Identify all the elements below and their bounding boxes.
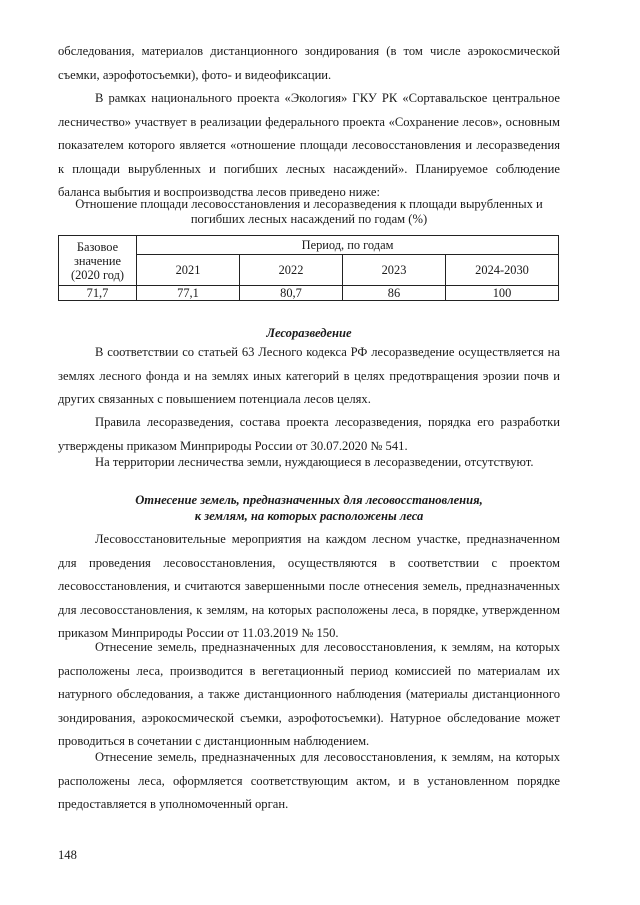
value-cell: 77,1 — [137, 286, 240, 301]
value-cell: 100 — [446, 286, 559, 301]
value-cell: 80,7 — [240, 286, 343, 301]
land-classification-paragraph-1: Лесовосстановительные мероприятия на каждом лесном участке, предназначенном для проведения лесовосстановления, осуществляются в соответствии с проектом лесовосстановления, и считаются завершенными после отнесения земель, предназначенных для лесовосстановления, к землям, на которых расположены леса, в порядке, утвержденном приказом Минприроды России от 11.03.2019 № 150. — [58, 532, 560, 640]
afforestation-paragraph-1: В соответствии со статьей 63 Лесного кодекса РФ лесоразведение осуществляется на землях лесного фонда и на землях иных категорий в целях предотвращения эрозии почв и других связанных с повышением потенциала лесов целях. — [58, 345, 560, 406]
year-header-cell: 2024-2030 — [446, 255, 559, 286]
land-classification-paragraph-2: Отнесение земель, предназначенных для лесовосстановления, к землям, на которых расположены леса, производится в вегетационный период комиссией по материалам их натурного обследования, а также дистанционного наблюдения (материалы дистанционного зондирования, аэрокосмической съемки, аэрофотосъемки). Натурное обследование может проводиться в сочетании с дистанционным наблюдением. — [58, 640, 560, 748]
page-number: 148 — [58, 848, 77, 862]
period-header: Период, по годам — [137, 236, 559, 255]
year-header-cell: 2022 — [240, 255, 343, 286]
afforestation-paragraph-2: Правила лесоразведения, состава проекта лесоразведения, порядка его разработки утверждены приказом Минприроды России от 30.07.2020 № 541. — [58, 415, 560, 453]
table-caption-line-1: Отношение площади лесовосстановления и лесоразведения к площади вырубленных и — [75, 197, 543, 211]
base-value-header: Базовое значение (2020 год) — [59, 236, 137, 286]
section-title-land-classification-line-2: к землям, на которых расположены леса — [194, 509, 424, 523]
base-value-cell: 71,7 — [59, 286, 137, 301]
balance-table — [58, 235, 559, 301]
section-title-afforestation: Лесоразведение — [266, 326, 352, 340]
value-cell: 86 — [343, 286, 446, 301]
afforestation-paragraph-3: На территории лесничества земли, нуждающиеся в лесоразведении, отсутствуют. — [95, 455, 534, 469]
section-title-land-classification-line-1: Отнесение земель, предназначенных для лесовосстановления, — [135, 493, 483, 507]
intro-paragraph-2: В рамках национального проекта «Экология» ГКУ РК «Сортавальское центральное лесничество» участвует в реализации федерального проекта «Сохранение лесов», основным показателем которого является «отношение площади лесовосстановления и лесоразведения к площади вырубленных и погибших лесных насаждений». Планируемое соблюдение баланса выбытия и воспроизводства лесов приведено ниже: — [58, 91, 560, 199]
intro-paragraph-1: обследования, материалов дистанционного зондирования (в том числе аэрокосмической съемки, аэрофотосъемки), фото- и видеофиксации. — [58, 44, 560, 82]
year-header-cell: 2021 — [137, 255, 240, 286]
table-caption-line-2: погибших лесных насаждений по годам (%) — [190, 212, 428, 226]
year-header-cell: 2023 — [343, 255, 446, 286]
land-classification-paragraph-3: Отнесение земель, предназначенных для лесовосстановления, к землям, на которых расположены леса, оформляется соответствующим актом, и в установленном порядке предоставляется в уполномоченный орган. — [58, 750, 560, 811]
